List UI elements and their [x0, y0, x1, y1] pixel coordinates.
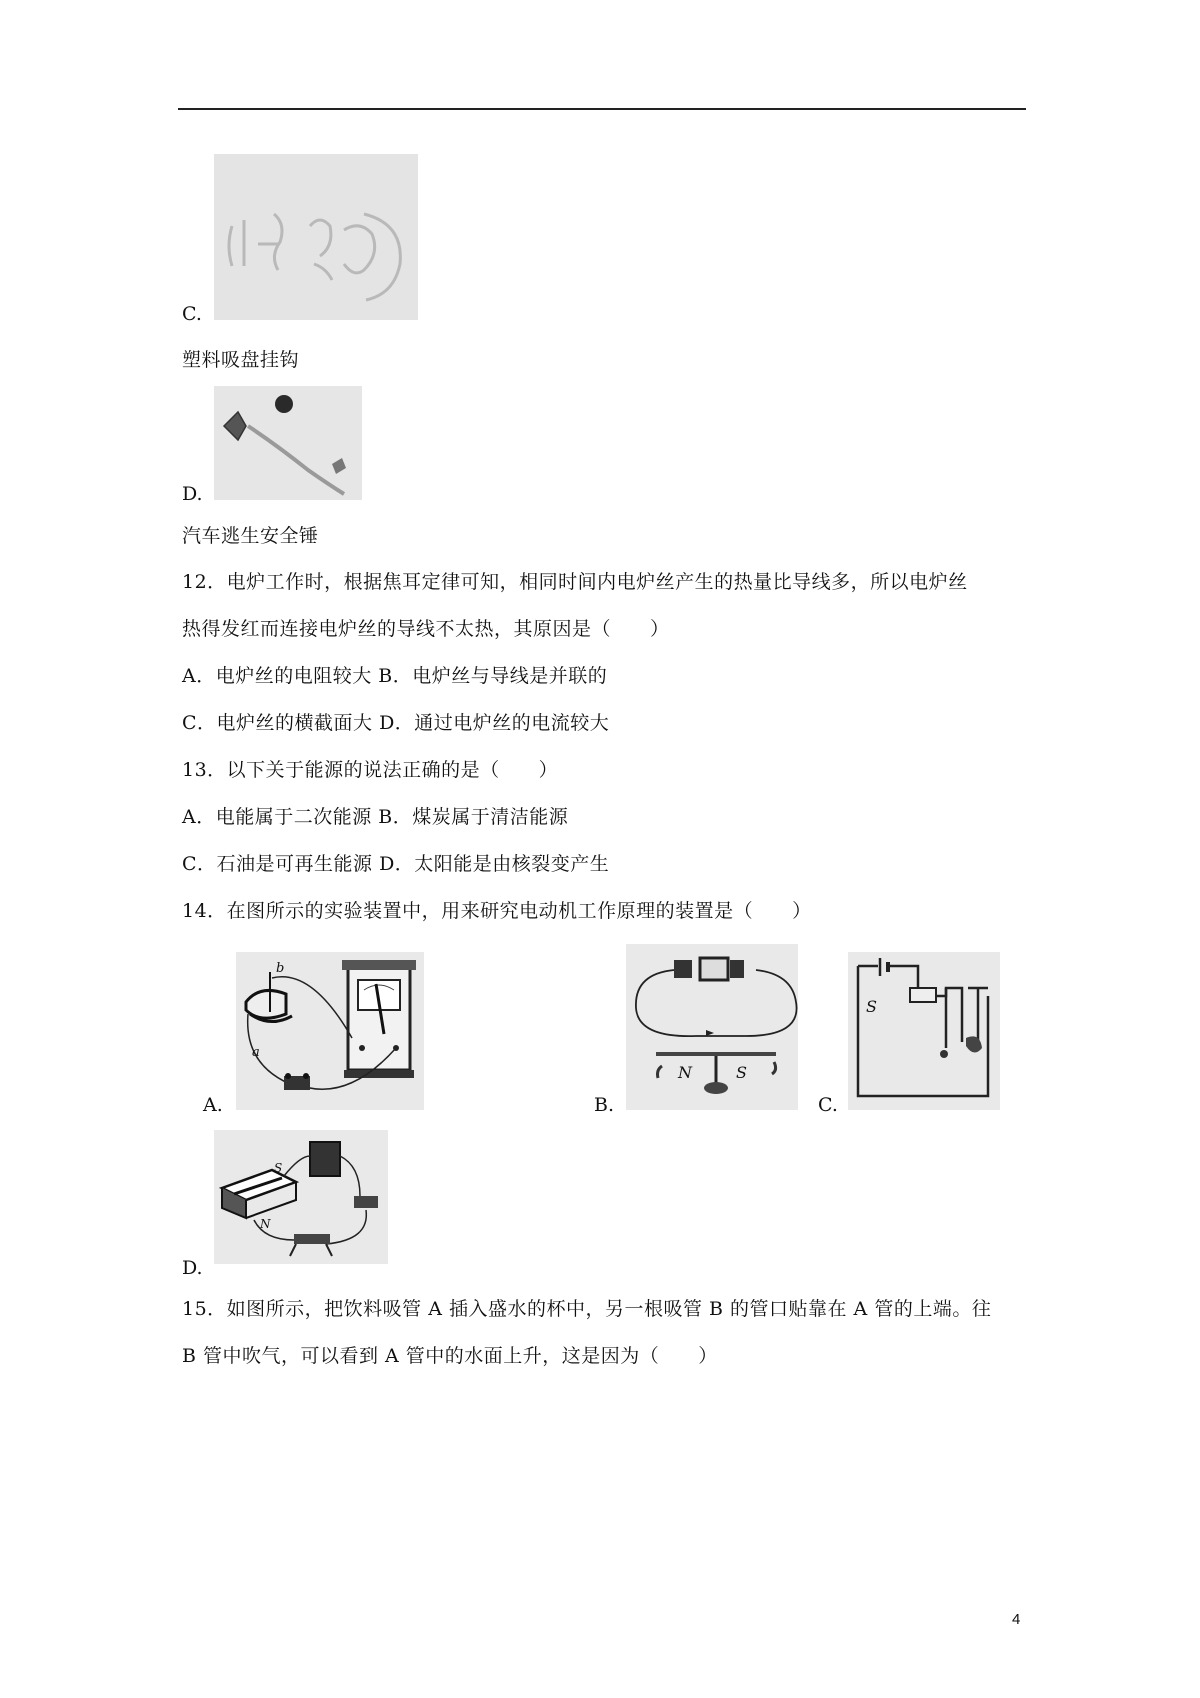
q12-options-line2: C．电炉丝的横截面大 D．通过电炉丝的电流较大 — [182, 712, 610, 734]
page-number: 4 — [1012, 1611, 1021, 1628]
q13-options-line2: C．石油是可再生能源 D．太阳能是由核裂变产生 — [182, 853, 610, 875]
suction-hook-figure — [214, 154, 418, 320]
q11-option-c-label: C. — [182, 303, 202, 325]
q11-option-d-label: D. — [182, 483, 203, 505]
header-rule — [178, 108, 1026, 110]
q14-figure-d — [214, 1130, 388, 1264]
fig-d-mark-n: N — [260, 1217, 271, 1231]
q15-stem-line2: B 管中吹气，可以看到 A 管中的水面上升，这是因为（ ） — [182, 1345, 718, 1367]
fig-b-mark-n: N — [678, 1063, 692, 1082]
q15-stem-line1: 15．如图所示，把饮料吸管 A 插入盛水的杯中，另一根吸管 B 的管口贴靠在 A 管的上端。往 — [182, 1298, 992, 1320]
q11-option-d-caption: 汽车逃生安全锤 — [182, 525, 319, 547]
q14-option-b-label: B. — [594, 1094, 615, 1116]
fig-a-mark-a: a — [252, 1045, 260, 1060]
fig-d-mark-s: S — [274, 1161, 283, 1175]
q13-options-line1: A．电能属于二次能源 B．煤炭属于清洁能源 — [182, 806, 569, 828]
q11-option-c-caption: 塑料吸盘挂钩 — [182, 349, 300, 371]
q14-option-c-label: C. — [818, 1094, 838, 1116]
q14-option-a-label: A. — [203, 1094, 223, 1116]
q13-stem: 13．以下关于能源的说法正确的是（ ） — [182, 759, 559, 781]
q14-option-d-label: D. — [182, 1257, 203, 1279]
q14-stem: 14．在图所示的实验装置中，用来研究电动机工作原理的装置是（ ） — [182, 900, 812, 922]
fig-c-mark-s: S — [866, 997, 877, 1016]
q12-options-line1: A．电炉丝的电阻较大 B．电炉丝与导线是并联的 — [182, 665, 608, 687]
fig-b-mark-s: S — [736, 1063, 747, 1082]
q12-stem-line2: 热得发红而连接电炉丝的导线不太热，其原因是（ ） — [182, 618, 670, 640]
q14-figure-b — [626, 944, 798, 1110]
safety-hammer-figure — [214, 386, 362, 500]
fig-a-mark-b: b — [276, 961, 285, 976]
q12-stem-line1: 12．电炉工作时，根据焦耳定律可知，相同时间内电炉丝产生的热量比导线多，所以电炉丝 — [182, 571, 968, 593]
q14-figure-c — [848, 952, 1000, 1110]
q14-figure-a — [236, 952, 424, 1110]
